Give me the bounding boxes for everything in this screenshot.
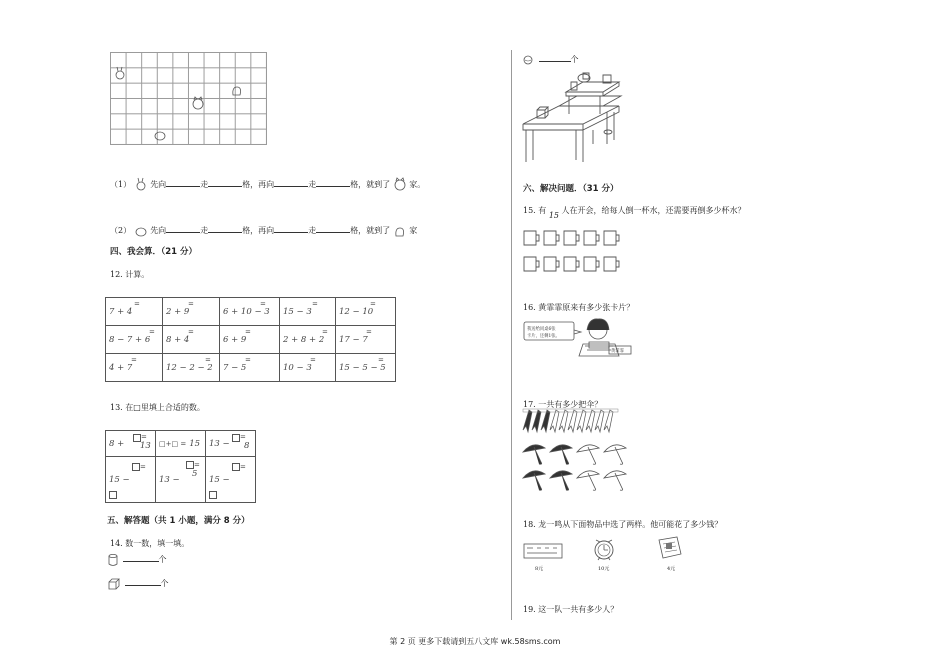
dog-icon [134, 224, 148, 238]
cup-icon [524, 257, 539, 271]
q11-text: 家 [409, 226, 418, 235]
q11-text: 走 [308, 180, 317, 189]
girl-with-cards-illustration [523, 316, 633, 360]
animal-icon-cat [191, 97, 205, 111]
calc-cell[interactable]: 7 + 4 = [106, 298, 163, 326]
section-5-title: 五、解答题（共 1 小题，满分 8 分） [107, 516, 250, 526]
alarm-clock-icon [592, 536, 616, 562]
blank[interactable] [274, 178, 308, 187]
cat-icon [393, 178, 407, 192]
section-6-title: 六、解决问题．（31 分） [523, 184, 619, 194]
calc-cell[interactable]: 8 − 7 + 6 = [106, 326, 163, 354]
open-umbrella-icon [577, 445, 599, 464]
price-label-1: 8元 [535, 566, 544, 572]
cup-icon [544, 231, 559, 245]
open-umbrella-icon [577, 471, 599, 490]
q11-text: 格，就到了 [350, 180, 391, 189]
closed-umbrella-icon [541, 410, 550, 432]
open-umbrella-icon [550, 445, 572, 464]
blank[interactable] [316, 178, 350, 187]
q15-label [523, 205, 746, 220]
unit: 个 [570, 55, 579, 64]
calc-cell[interactable]: 7 − 5 = [220, 354, 280, 382]
calc-cell[interactable]: 2 + 8 + 2 = [280, 326, 336, 354]
cup-icon [564, 257, 579, 271]
cups-illustration [523, 229, 627, 275]
calc-cell[interactable]: 6 + 9 = [220, 326, 280, 354]
q15-label-b: 人在开会，给每人倒一杯水，还需要再倒多少杯水？ [561, 206, 746, 215]
fill-cell[interactable]: 13 − = 8 [206, 431, 256, 457]
cup-icon [564, 231, 579, 245]
sphere-count-blank[interactable] [539, 53, 571, 62]
calc-cell[interactable]: 4 + 7 = [106, 354, 163, 382]
q15-number: 15 [548, 211, 559, 220]
closed-umbrella-icon [577, 410, 586, 432]
q14-cylinder-row [108, 553, 167, 566]
animal-icon-rabbit [113, 67, 127, 81]
calc-cell[interactable]: 15 − 3 = [280, 298, 336, 326]
blank[interactable] [166, 224, 200, 233]
fill-table [105, 430, 256, 503]
q11-text: 走 [200, 180, 209, 189]
fill-cell[interactable]: □+□ = 15 [156, 431, 206, 457]
closed-umbrella-icon [559, 410, 568, 432]
calc-cell[interactable]: 15 − 5 − 5 = [336, 354, 396, 382]
closed-umbrella-icon [568, 410, 577, 432]
fill-cell[interactable]: 13 − = 5 [156, 457, 206, 503]
q11-text: 格，就到了 [350, 226, 391, 235]
calc-cell[interactable]: 8 + 4 = [163, 326, 220, 354]
q11-text: 走 [308, 226, 317, 235]
q11-text: 家。 [409, 180, 426, 189]
q11-line-2 [110, 224, 417, 238]
q15-label-a: 15. 有 [523, 206, 547, 215]
calc-cell[interactable]: 17 − 7 = [336, 326, 396, 354]
closed-umbrella-icon [532, 410, 541, 432]
blank[interactable] [166, 178, 200, 187]
q14-label: 14. 数一数，填一填。 [110, 539, 190, 548]
closed-umbrella-icon [523, 410, 532, 432]
tables-with-objects-illustration [521, 74, 626, 164]
closed-umbrella-icon [604, 410, 613, 432]
sphere-icon [523, 55, 533, 65]
fill-cell[interactable]: 8 + = 13 [106, 431, 156, 457]
cube-icon [108, 578, 120, 590]
open-umbrella-icon [604, 445, 626, 464]
calc-cell[interactable]: 12 − 10 = [336, 298, 396, 326]
q18-label: 18. 龙一鸣从下面物品中选了两样。他可能花了多少钱？ [523, 520, 723, 529]
price-label-3: 4元 [667, 566, 676, 572]
cup-icon [604, 231, 619, 245]
open-umbrella-icon [523, 471, 545, 490]
cup-icon [604, 257, 619, 271]
blank[interactable] [274, 224, 308, 233]
calculator-icon [523, 543, 563, 561]
cylinder-count-blank[interactable] [123, 553, 159, 562]
calc-cell[interactable]: 2 + 9 = [163, 298, 220, 326]
rabbit-icon [134, 178, 148, 192]
umbrellas-illustration [521, 408, 639, 490]
section-4-title: 四、我会算．（21 分） [110, 247, 198, 257]
closed-umbrella-icon [550, 410, 559, 432]
q17-label: 17. 一共有多少把伞？ [523, 400, 603, 409]
blank[interactable] [208, 224, 242, 233]
blank[interactable] [208, 178, 242, 187]
q11-line-1 [110, 178, 425, 192]
calc-cell[interactable]: 10 − 3 = [280, 354, 336, 382]
column-divider [511, 50, 512, 620]
name-tag: 黄霏霏 [611, 349, 624, 354]
cylinder-icon [108, 554, 118, 566]
cup-icon [584, 257, 599, 271]
q19-label: 19. 这一队一共有多少人？ [523, 605, 619, 614]
right-top-count-row [523, 53, 579, 65]
q14-cube-row [108, 577, 169, 590]
cube-count-blank[interactable] [125, 577, 161, 586]
q13-label: 13. 在□里填上合适的数。 [110, 403, 205, 412]
q11-text: 走 [200, 226, 209, 235]
cup-icon [524, 231, 539, 245]
q12-label: 12. 计算。 [110, 270, 150, 279]
q11-text: 格，再向 [242, 226, 275, 235]
blank[interactable] [316, 224, 350, 233]
calc-table [105, 297, 396, 382]
calc-cell[interactable]: 12 − 2 − 2 = [163, 354, 220, 382]
q11-text: 先向 [150, 180, 167, 189]
cup-icon [584, 231, 599, 245]
q11-line-1-prefix: （1） [110, 180, 132, 189]
closed-umbrella-icon [586, 410, 595, 432]
animal-icon-squirrel [230, 83, 244, 97]
q11-text: 先向 [150, 226, 167, 235]
closed-umbrella-icon [595, 410, 604, 432]
unit: 个 [160, 579, 169, 588]
fill-cell[interactable]: 15 − = [206, 457, 256, 503]
route-grid [110, 52, 267, 145]
cup-icon [544, 257, 559, 271]
speech-bubble-line-1: 我送给同桌6张 [527, 327, 556, 332]
fill-cell[interactable]: 15 − = [106, 457, 156, 503]
q11-text: 格，再向 [242, 180, 275, 189]
page-footer: 第 2 页 更多下载请到五八文库 wk.58sms.com [389, 637, 561, 646]
open-umbrella-icon [550, 471, 572, 490]
animal-icon-dog [153, 128, 167, 142]
price-label-2: 10元 [598, 566, 610, 572]
unit: 个 [158, 555, 167, 564]
q16-label: 16. 黄霏霏原来有多少张卡片？ [523, 303, 635, 312]
speech-bubble-line-2: 卡片，还剩1张。 [527, 334, 560, 339]
calc-cell[interactable]: 6 + 10 − 3 = [220, 298, 280, 326]
open-umbrella-icon [604, 471, 626, 490]
squirrel-icon [393, 224, 407, 238]
open-umbrella-icon [523, 445, 545, 464]
book-icon [657, 536, 683, 560]
q11-line-2-prefix: （2） [110, 226, 132, 235]
